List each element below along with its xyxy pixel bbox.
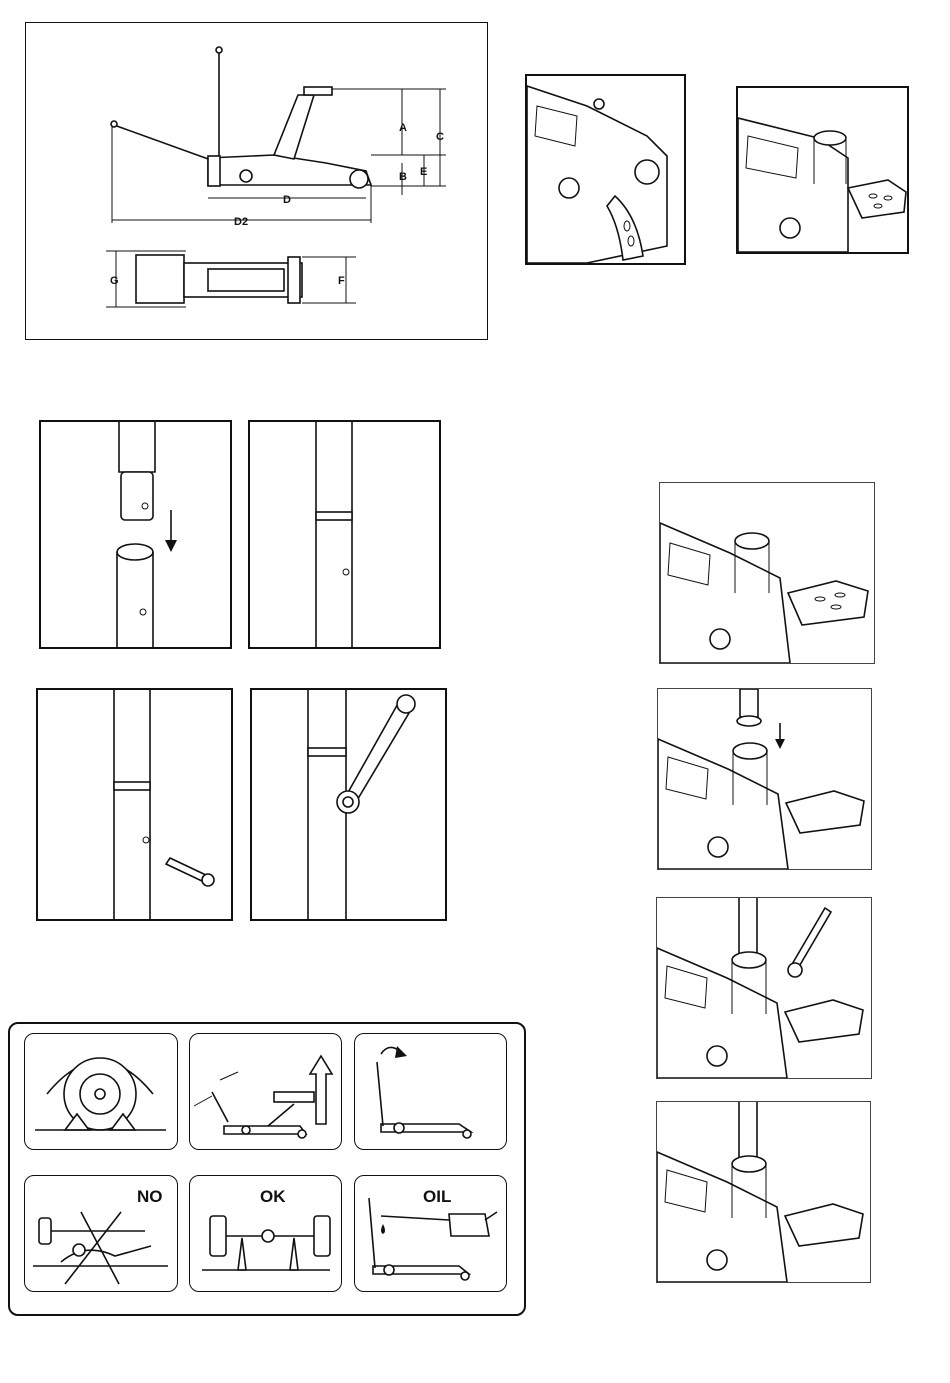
pictogram-wheel-chock — [24, 1033, 178, 1150]
pictogram-ok-axle-stands — [189, 1175, 342, 1292]
dim-label-d: D — [283, 194, 291, 206]
down-arrow-icon — [775, 723, 785, 749]
dim-label-d2: D2 — [234, 216, 249, 228]
jack-side-and-top-view — [26, 23, 489, 341]
oil-label: OIL — [423, 1187, 452, 1206]
safety-pictogram-panel — [8, 1022, 526, 1316]
dim-label-f: F — [338, 275, 345, 287]
handle-step-1 — [39, 420, 232, 649]
closeup-pedal-folded — [525, 74, 686, 265]
wrench-icon — [788, 908, 831, 977]
pictogram-release-valve — [354, 1033, 507, 1150]
dim-label-a: A — [399, 122, 407, 134]
oil-can-icon — [381, 1212, 497, 1236]
dimensions-diagram — [25, 22, 488, 340]
closeup-pedal-unfolded — [736, 86, 909, 254]
wrench-icon — [337, 695, 415, 813]
no-label: NO — [137, 1187, 163, 1206]
pictogram-lift-position — [189, 1033, 342, 1150]
dim-label-b: B — [399, 171, 407, 183]
handle-step-2 — [248, 420, 441, 649]
saddle-step-1 — [659, 482, 875, 664]
dim-label-c: C — [436, 131, 444, 143]
handle-step-4 — [250, 688, 447, 921]
handle-step-3 — [36, 688, 233, 921]
dim-label-g: G — [110, 275, 119, 287]
rotate-arrow-icon — [381, 1046, 407, 1058]
saddle-step-3 — [656, 897, 872, 1079]
pictogram-oil-check — [354, 1175, 507, 1292]
saddle-step-2 — [657, 688, 872, 870]
saddle-step-4 — [656, 1101, 871, 1283]
dim-label-e: E — [420, 166, 428, 178]
pictogram-no-under-jack — [24, 1175, 178, 1292]
ok-label: OK — [260, 1187, 286, 1206]
down-arrow-icon — [165, 510, 177, 552]
